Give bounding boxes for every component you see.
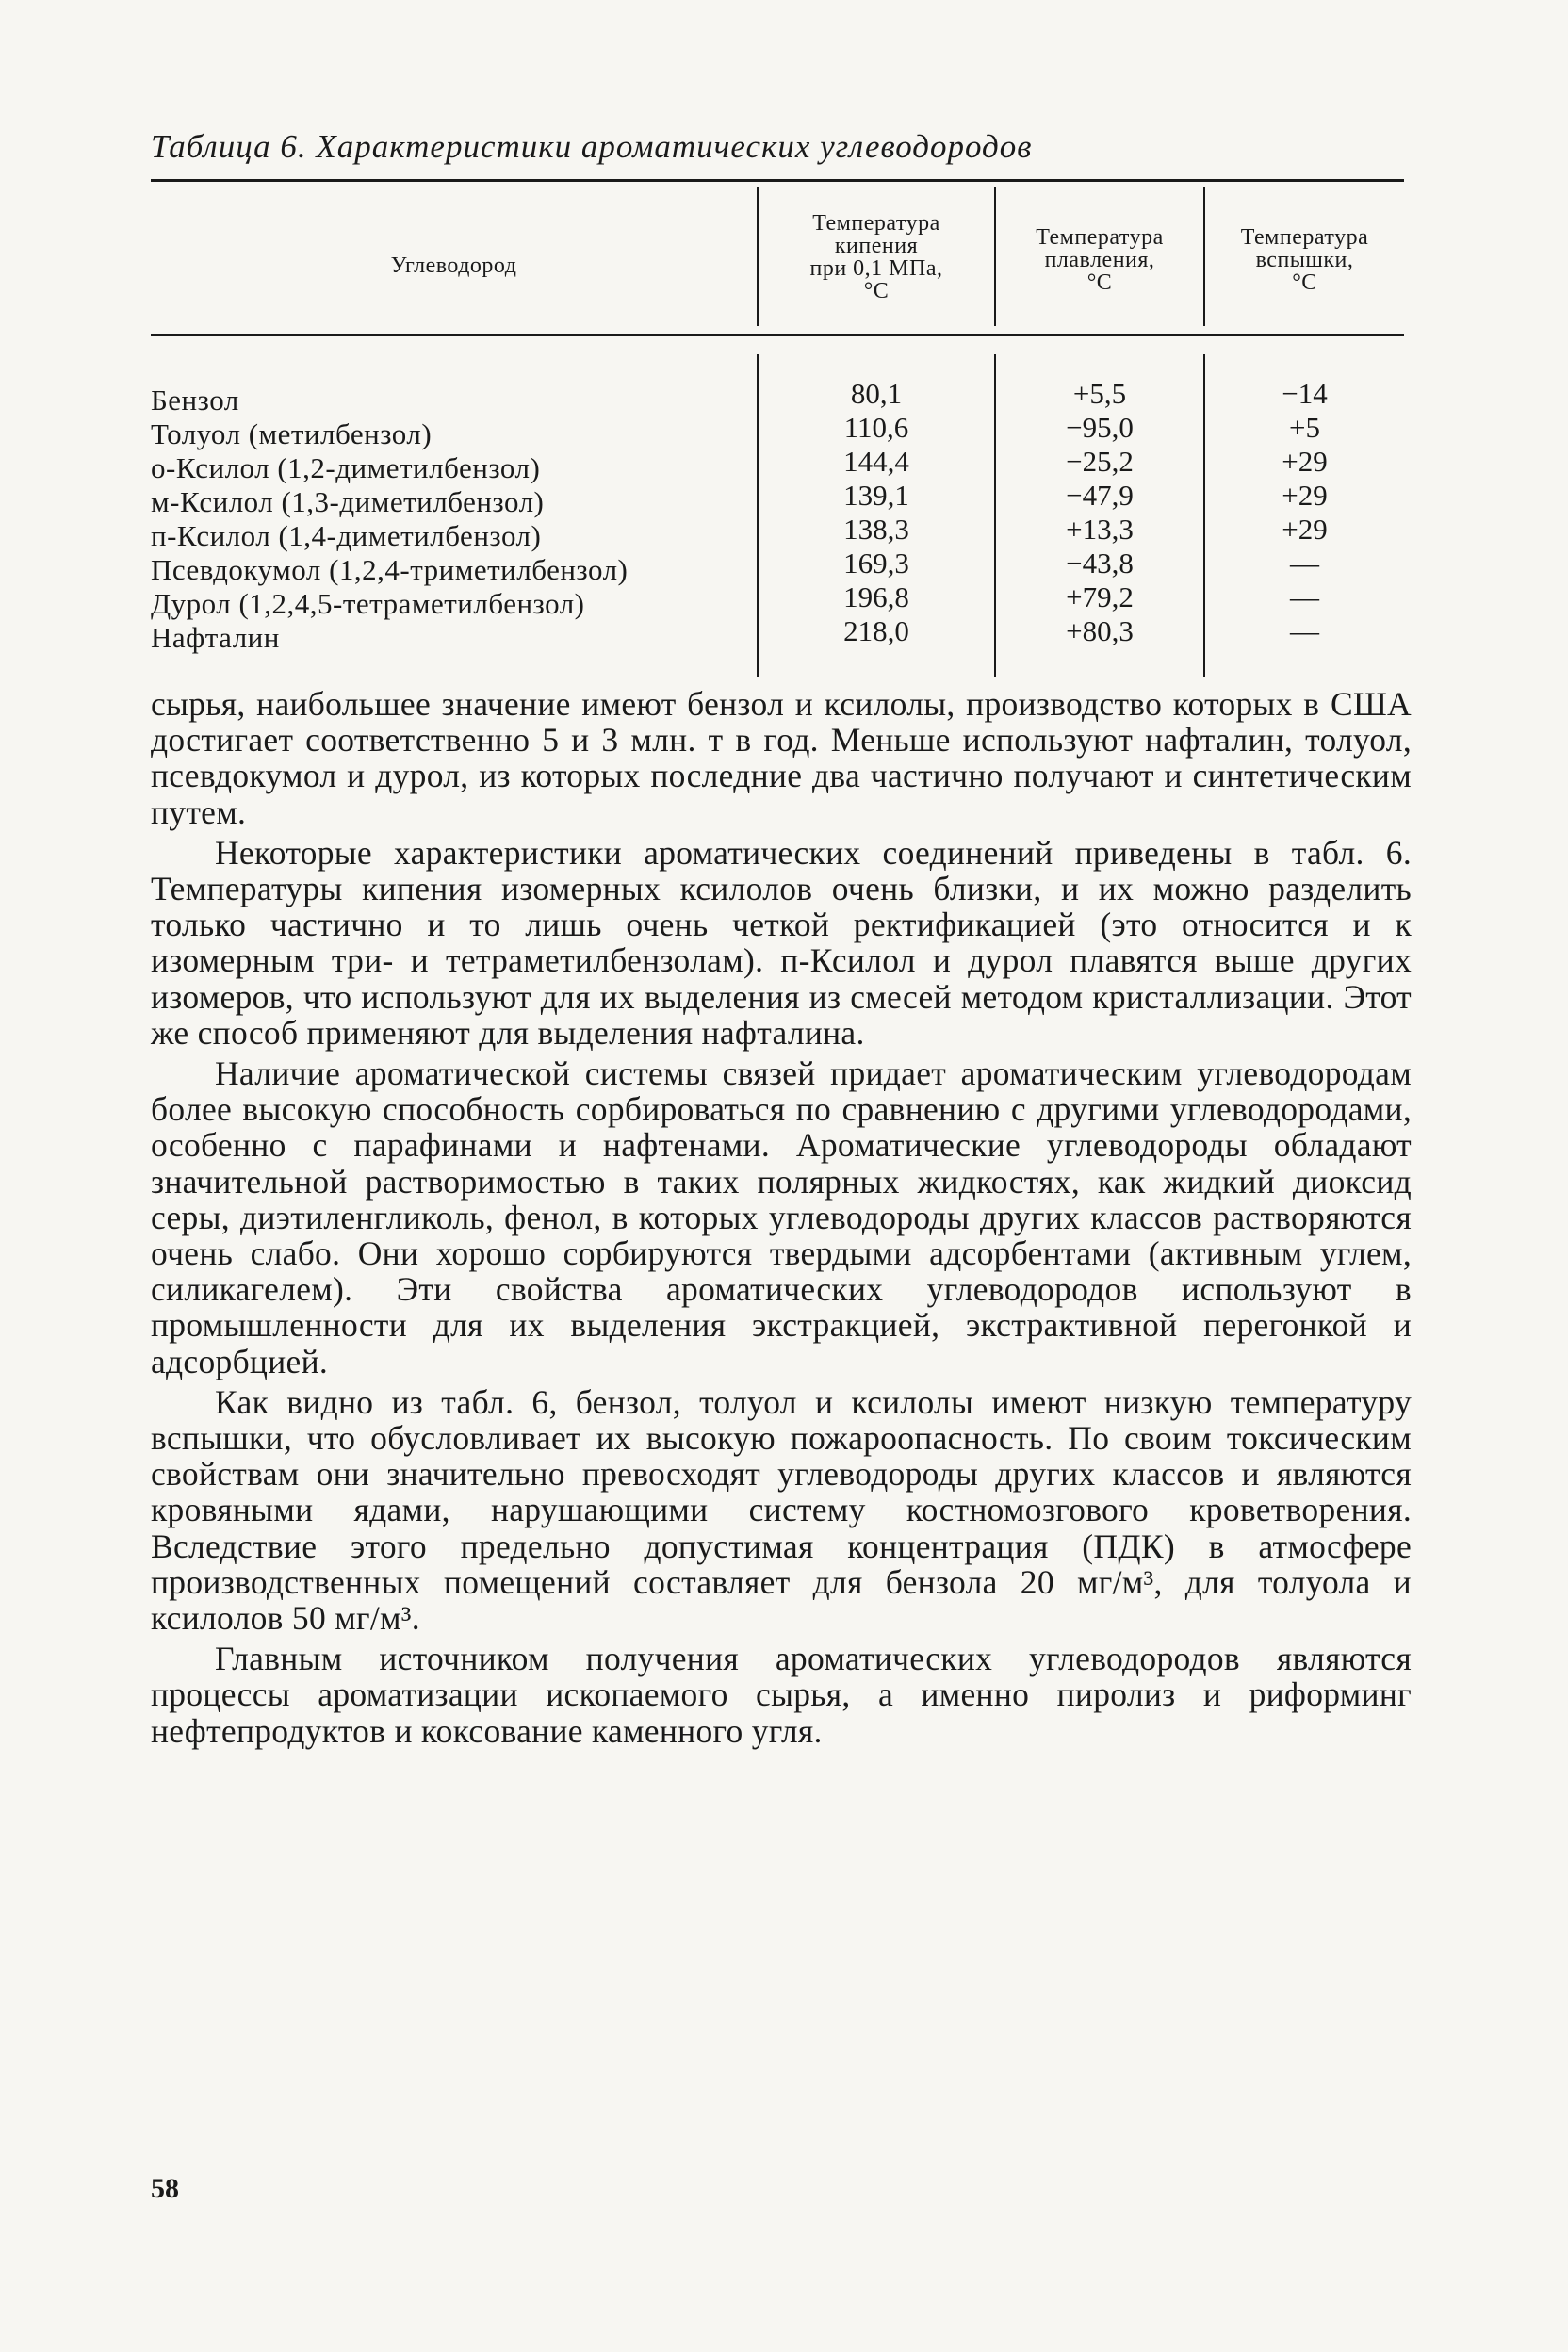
cell-flash: —	[1290, 580, 1319, 613]
cell-boiling: 80,1	[850, 377, 903, 410]
table-caption: Таблица 6. Характеристики ароматических углеводородов	[151, 128, 1033, 165]
header-melting-point: Температура плавления, °С	[1036, 225, 1164, 295]
cell-melting: +80,3	[1066, 614, 1134, 647]
cell-melting: −95,0	[1066, 411, 1134, 444]
row-hydrocarbon-name: м-Ксилол (1,3-диметилбензол)	[151, 485, 545, 518]
row-hydrocarbon-name: Псевдокумол (1,2,4-триметилбензол)	[151, 553, 629, 586]
cell-melting: −25,2	[1066, 445, 1134, 478]
cell-flash: —	[1290, 614, 1319, 647]
paragraph: сырья, наибольшее значение имеют бензол и ксилолы, производство которых в США достигает соответственно 5 и 3 млн. т в год. Меньше используют нафталин, толуол, псевдокумол и дурол, из которых последние два частично получают и синтетическим путем.	[151, 685, 1412, 831]
row-hydrocarbon-name: Нафталин	[151, 621, 280, 654]
cell-flash: −14	[1282, 377, 1328, 410]
paragraph: Главным источником получения ароматических углеводородов являются процессы ароматизации ископаемого сырья, а именно пиролиз и риформинг нефтепродуктов и коксование каменного угля.	[151, 1640, 1412, 1750]
paragraph: Как видно из табл. 6, бензол, толуол и ксилолы имеют низкую температуру вспышки, что обусловливает их высокую пожароопасность. По своим токсическим свойствам они значительно превосходят углеводороды других классов и являются кровяными ядами, нарушающими систему костномозгового кроветворения. Вследствие этого предельно допустимая концентрация (ПДК) в атмосфере производственных помещений составляет для бензола 20 мг/м³, для толуола и ксилолов 50 мг/м³.	[151, 1382, 1412, 1638]
cell-melting: −47,9	[1066, 479, 1134, 512]
cell-boiling: 110,6	[843, 411, 909, 444]
cell-melting: −43,8	[1066, 547, 1134, 580]
page-number: 58	[151, 2173, 179, 2204]
row-hydrocarbon-name: Бензол	[151, 384, 239, 416]
row-hydrocarbon-name: о-Ксилол (1,2-диметилбензол)	[151, 451, 541, 484]
cell-flash: +29	[1282, 445, 1328, 478]
paragraph: Наличие ароматической системы связей придает ароматическим углеводородам более высокую способность сорбироваться по сравнению с другими углеводородами, особенно с парафинами и нафтенами. Ароматические углеводороды обладают значительной растворимостью в таких полярных жидкостях, как жидкий диоксид серы, диэтиленгликоль, фенол, в которых углеводороды других классов растворяются очень слабо. Они хорошо сорбируются твердыми адсорбентами (активным углем, силикагелем). Эти свойства ароматических углеводородов используют в промышленности для их выделения экстракцией, экстрактивной перегонкой и адсорбцией.	[151, 1054, 1412, 1380]
cell-flash: +5	[1289, 411, 1320, 444]
row-hydrocarbon-name: п-Ксилол (1,4-диметилбензол)	[151, 519, 542, 552]
cell-melting: +13,3	[1066, 513, 1134, 546]
row-hydrocarbon-name: Дурол (1,2,4,5-тетраметилбензол)	[151, 587, 585, 620]
table-header-rule	[151, 334, 1404, 336]
row-hydrocarbon-name: Толуол (метилбензол)	[151, 417, 433, 450]
cell-boiling: 144,4	[843, 445, 909, 478]
body-text	[151, 686, 1412, 1749]
cell-melting: +5,5	[1072, 377, 1127, 410]
header-flash-point: Температура вспышки, °С	[1240, 225, 1369, 295]
cell-flash: +29	[1282, 479, 1328, 512]
cell-boiling: 138,3	[843, 513, 909, 546]
cell-boiling: 196,8	[843, 580, 909, 613]
cell-boiling: 139,1	[843, 479, 909, 512]
cell-boiling: 169,3	[843, 547, 909, 580]
header-hydrocarbon: Углеводород	[390, 253, 517, 278]
cell-melting: +79,2	[1066, 580, 1134, 613]
header-boiling-point: Температура кипения при 0,1 МПа, °С	[809, 211, 943, 303]
cell-boiling: 218,0	[843, 614, 909, 647]
cell-flash: +29	[1282, 513, 1328, 546]
table-top-rule	[151, 179, 1404, 182]
hydrocarbon-table	[151, 179, 1404, 688]
cell-flash: —	[1290, 547, 1319, 580]
paragraph: Некоторые характеристики ароматических соединений приведены в табл. 6. Температуры кипения изомерных ксилолов очень близки, и их можно разделить только частично и то лишь очень четкой ректификацией (это относится и к изомерным три- и тетраметилбензолам). п-Ксилол и дурол плавятся выше других изомеров, что используют для их выделения из смесей методом кристаллизации. Этот же способ применяют для выделения нафталина.	[151, 833, 1412, 1052]
